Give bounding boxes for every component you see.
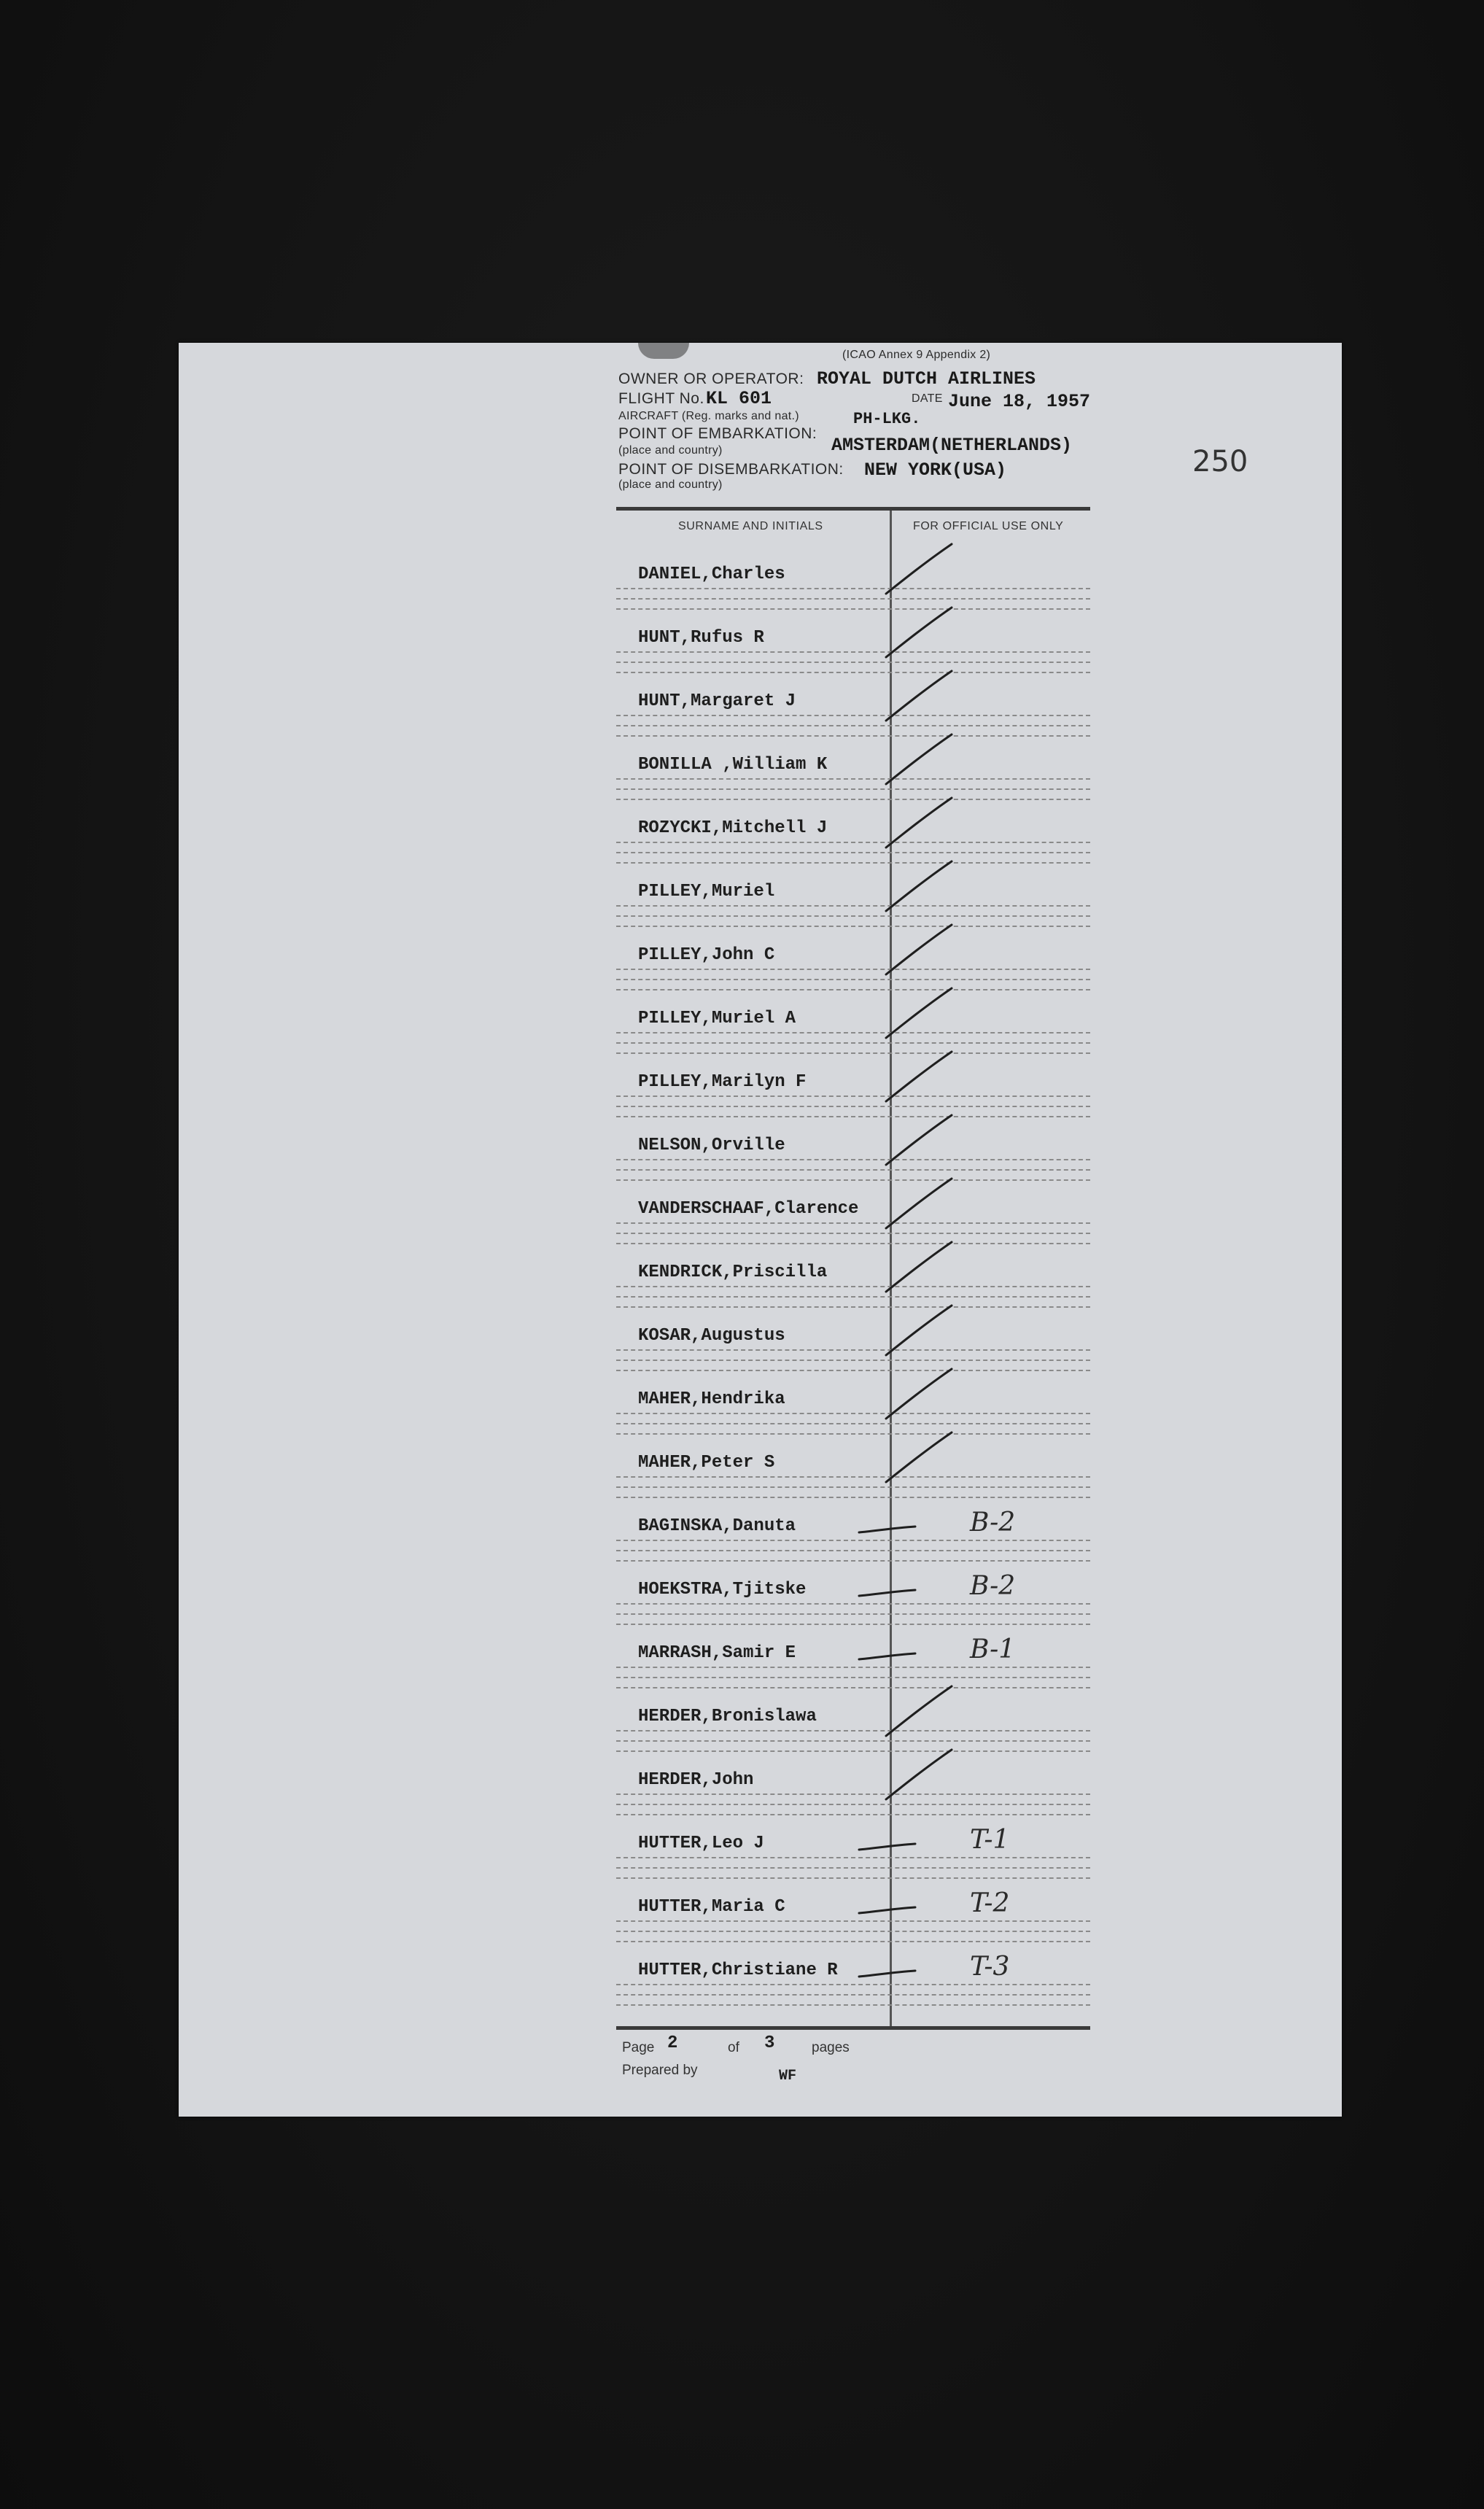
official-code-mark: T-1 [970, 1825, 1010, 1855]
flight-label: FLIGHT No. [618, 390, 704, 407]
passenger-name: DANIEL,Charles [638, 565, 785, 584]
check-stroke [886, 1115, 952, 1165]
footer-prepared-label: Prepared by [622, 2063, 698, 2078]
passenger-name: MARRASH,Samir E [638, 1643, 796, 1663]
owner-value: ROYAL DUTCH AIRLINES [817, 368, 1036, 389]
embarkation-label: POINT OF EMBARKATION: [618, 425, 817, 442]
passenger-name: PILLEY,Muriel A [638, 1009, 796, 1028]
check-stroke [886, 1432, 952, 1482]
footer-total-value: 3 [764, 2033, 775, 2053]
official-code-mark: B-1 [970, 1634, 1016, 1664]
footer-of-label: of [728, 2040, 739, 2055]
official-code-mark: B-2 [970, 1571, 1016, 1601]
disembarkation-label: POINT OF DISEMBARKATION: [618, 461, 844, 478]
aircraft-value: PH-LKG. [853, 410, 921, 428]
check-stroke [859, 1653, 915, 1659]
date-label: DATE [912, 392, 943, 405]
passenger-name: HERDER,John [638, 1770, 754, 1790]
passenger-name: HUNT,Rufus R [638, 628, 764, 648]
check-stroke [886, 1750, 952, 1799]
official-code-mark: B-2 [970, 1508, 1016, 1537]
passenger-name: HERDER,Bronislawa [638, 1707, 817, 1726]
footer-pages-label: pages [812, 2040, 850, 2055]
check-stroke [886, 1179, 952, 1228]
check-stroke [886, 544, 952, 594]
check-stroke [859, 1590, 915, 1596]
check-stroke [886, 1052, 952, 1101]
owner-label: OWNER OR OPERATOR: [618, 371, 804, 387]
passenger-name: BAGINSKA,Danuta [638, 1516, 796, 1536]
passenger-name: KENDRICK,Priscilla [638, 1263, 828, 1282]
footer-page-value: 2 [667, 2033, 678, 2053]
check-stroke [886, 798, 952, 848]
passenger-name: MAHER,Hendrika [638, 1389, 785, 1409]
check-stroke [886, 988, 952, 1038]
page-stamp-number: 250 [1192, 445, 1248, 478]
annex-reference: (ICAO Annex 9 Appendix 2) [842, 349, 991, 361]
passenger-name: HUTTER,Christiane R [638, 1961, 838, 1980]
passenger-name: HOEKSTRA,Tjitske [638, 1580, 807, 1599]
flight-value: KL 601 [706, 388, 772, 409]
col-header-name: SURNAME AND INITIALS [678, 520, 823, 532]
disembarkation-sub: (place and country) [618, 478, 723, 491]
check-stroke [886, 1686, 952, 1736]
aircraft-label: AIRCRAFT (Reg. marks and nat.) [618, 410, 799, 422]
check-stroke [886, 861, 952, 911]
col-header-official: FOR OFFICIAL USE ONLY [913, 520, 1064, 532]
check-stroke [859, 1844, 915, 1850]
check-stroke [886, 671, 952, 721]
check-stroke [859, 1971, 915, 1977]
check-stroke [886, 925, 952, 974]
check-stroke [886, 608, 952, 657]
passenger-name: BONILLA ,William K [638, 755, 828, 775]
embarkation-value: AMSTERDAM(NETHERLANDS) [831, 435, 1073, 456]
footer-prepared-value: WF [779, 2068, 797, 2085]
embarkation-sub: (place and country) [618, 444, 723, 457]
check-stroke [859, 1907, 915, 1913]
passenger-name: KOSAR,Augustus [638, 1326, 785, 1346]
date-value: June 18, 1957 [948, 391, 1091, 412]
official-code-mark: T-3 [970, 1952, 1010, 1982]
passenger-name: PILLEY,John C [638, 945, 775, 965]
passenger-name: PILLEY,Muriel [638, 882, 775, 901]
passenger-name: PILLEY,Marilyn F [638, 1072, 807, 1092]
check-stroke [886, 734, 952, 784]
check-stroke [886, 1369, 952, 1419]
check-stroke [886, 1306, 952, 1355]
passenger-name: NELSON,Orville [638, 1136, 785, 1155]
disembarkation-value: NEW YORK(USA) [864, 459, 1007, 481]
check-stroke [859, 1527, 915, 1532]
footer-page-label: Page [622, 2040, 655, 2055]
passenger-name: VANDERSCHAAF,Clarence [638, 1199, 859, 1219]
passenger-name: MAHER,Peter S [638, 1453, 775, 1473]
check-stroke [886, 1242, 952, 1292]
passenger-name: HUNT,Margaret J [638, 691, 796, 711]
passenger-name: HUTTER,Leo J [638, 1834, 764, 1853]
passenger-name: HUTTER,Maria C [638, 1897, 785, 1917]
official-code-mark: T-2 [970, 1888, 1010, 1918]
passenger-name: ROZYCKI,Mitchell J [638, 818, 828, 838]
